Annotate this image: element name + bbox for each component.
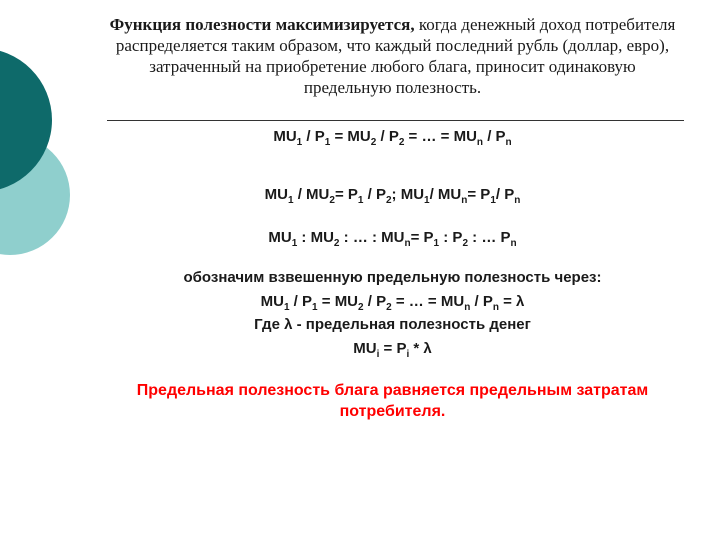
formula-subscript: 1	[433, 238, 440, 249]
formula-subscript: 1	[287, 195, 294, 206]
formula-subscript: n	[461, 195, 468, 206]
decorative-circles	[0, 0, 120, 300]
formula-subscript: 2	[462, 238, 468, 249]
formula-subscript: 1	[283, 302, 290, 313]
formula-lambda: $MU_1 / P_1 = MU_2 / P_2$ = … = $MU_n / P_n = \lambda$	[260, 293, 525, 313]
intro-rest: когда денежный доход потребителя распределяется таким образом, что каждый последний рубль (доллар, евро), затраченный на приобретение любого блага, приносит одинаковую предельную полезность.	[115, 15, 676, 97]
formula-subscript: n	[464, 302, 471, 313]
formula-subscript: 1	[357, 195, 364, 206]
formula-subscript: 2	[358, 302, 364, 313]
weighted-intro: обозначим взвешенную предельную полезность через:	[183, 269, 602, 286]
formula-subscript: n	[514, 195, 521, 206]
formula-subscript: n	[510, 238, 517, 249]
formula-subscript: 1	[312, 302, 318, 313]
divider	[107, 120, 684, 121]
intro-bold: Функция полезности максимизируется,	[109, 15, 415, 34]
formula-subscript: 1	[296, 137, 303, 148]
formula-subscript: 1	[490, 195, 496, 206]
formula-subscript: 2	[385, 195, 392, 206]
formula-subscript: 2	[398, 137, 405, 148]
formula-subscript: 2	[386, 302, 392, 313]
formula-subscript: 2	[333, 238, 340, 249]
formula-mui: $MU_i = P_i * \lambda$	[353, 340, 432, 360]
formula-ratio-relation: $MU_1 / MU_2= P_1 / P_2$; $MU_1/$ $MU_n= P_1/$ $P_n$	[264, 186, 521, 206]
formula-subscript: 2	[329, 195, 335, 206]
formula-subscript: 2	[370, 137, 377, 148]
lambda-definition: Где λ - предельная полезность денег	[254, 316, 531, 333]
formula-equal-ratios: $MU_1 / P_1 = MU_2 / P_2$ = … = $MU_n / P_n$	[273, 128, 512, 148]
formula-subscript: n	[492, 302, 499, 313]
formula-subscript: i	[406, 349, 410, 360]
formula-subscript: 1	[324, 137, 331, 148]
formula-subscript: n	[404, 238, 411, 249]
formula-subscript: 1	[424, 195, 430, 206]
formula-subscript: 1	[291, 238, 298, 249]
formula-subscript: i	[376, 349, 380, 360]
formula-proportion: $MU_1$ : $MU_2$ : … : $MU_n= P_1$ : $P_2$ : … $P_n$	[268, 229, 517, 249]
formula-subscript: n	[505, 137, 512, 148]
formula-subscript: n	[476, 137, 484, 148]
conclusion-text: Предельная полезность блага равняется предельным затратам потребителя.	[136, 382, 649, 420]
intro-paragraph	[105, 14, 680, 98]
intro-block	[105, 14, 680, 98]
